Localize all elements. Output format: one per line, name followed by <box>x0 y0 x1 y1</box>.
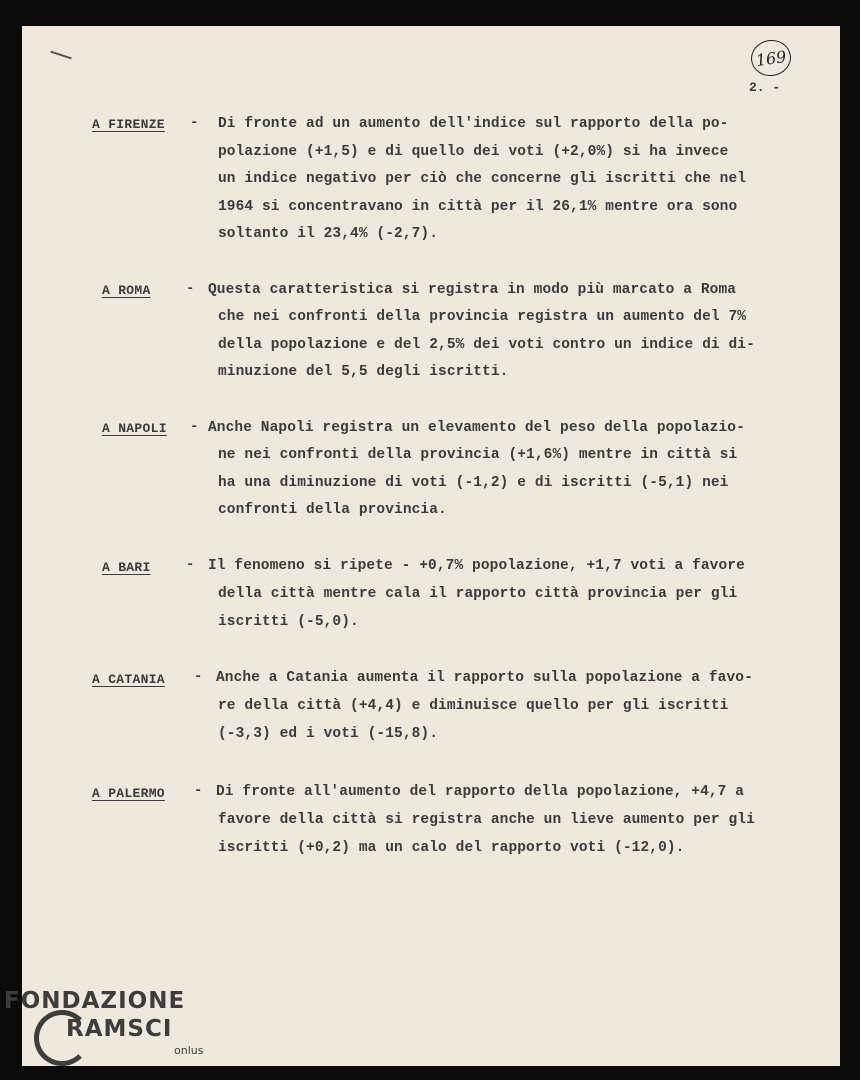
fondazione-gramsci-logo <box>4 988 214 1068</box>
section-label: A FIRENZE <box>92 117 165 132</box>
body-line: Anche a Catania aumenta il rapporto sulla popolazione a favo- <box>216 670 753 686</box>
body-line: (-3,3) ed i voti (-15,8). <box>218 726 439 742</box>
body-line: ne nei confronti della provincia (+1,6%) mentre in città si <box>218 447 738 463</box>
body-line: 1964 si concentravano in città per il 26,1% mentre ora sono <box>218 199 738 215</box>
page-stamp: 169 <box>749 37 794 78</box>
section-dash: - <box>194 783 203 799</box>
body-line: della città mentre cala il rapporto città provincia per gli <box>218 586 738 602</box>
body-line: Di fronte ad un aumento dell'indice sul rapporto della po- <box>218 116 729 132</box>
body-line: iscritti (-5,0). <box>218 614 359 630</box>
body-line: Il fenomeno si ripete - +0,7% popolazione, +1,7 voti a favore <box>208 558 745 574</box>
section-label: A CATANIA <box>92 672 165 687</box>
body-line: confronti della provincia. <box>218 502 447 518</box>
logo-line-1: FONDAZIONE <box>4 988 186 1014</box>
body-line: iscritti (+0,2) ma un calo del rapporto voti (-12,0). <box>218 840 685 856</box>
section-label: A NAPOLI <box>102 421 167 436</box>
logo-line-3: onlus <box>174 1044 204 1057</box>
pen-mark <box>50 51 72 60</box>
section-dash: - <box>190 115 199 131</box>
body-line: ha una diminuzione di voti (-1,2) e di iscritti (-5,1) nei <box>218 475 729 491</box>
body-line: favore della città si registra anche un lieve aumento per gli <box>218 812 755 828</box>
body-line: un indice negativo per ciò che concerne gli iscritti che nel <box>218 171 747 187</box>
section-dash: - <box>194 669 203 685</box>
section-dash: - <box>186 281 195 297</box>
document-page <box>22 26 840 1066</box>
section-label: A BARI <box>102 560 151 575</box>
body-line: polazione (+1,5) e di quello dei voti (+2,0%) si ha invece <box>218 144 729 160</box>
body-line: che nei confronti della provincia registra un aumento del 7% <box>218 309 747 325</box>
body-line: Di fronte all'aumento del rapporto della popolazione, +4,7 a <box>216 784 745 800</box>
section-dash: - <box>186 557 195 573</box>
body-line: re della città (+4,4) e diminuisce quello per gli iscritti <box>218 698 729 714</box>
body-line: Anche Napoli registra un elevamento del peso della popolazio- <box>208 420 745 436</box>
body-line: della popolazione e del 2,5% dei voti contro un indice di di- <box>218 337 755 353</box>
body-line: minuzione del 5,5 degli iscritti. <box>218 364 509 380</box>
page-number: 2. - <box>749 80 781 95</box>
body-line: soltanto il 23,4% (-2,7). <box>218 226 439 242</box>
body-line: Questa caratteristica si registra in modo più marcato a Roma <box>208 282 737 298</box>
logo-line-2: RAMSCI <box>66 1016 173 1042</box>
section-dash: - <box>190 419 199 435</box>
section-label: A ROMA <box>102 283 151 298</box>
section-label: A PALERMO <box>92 786 165 801</box>
